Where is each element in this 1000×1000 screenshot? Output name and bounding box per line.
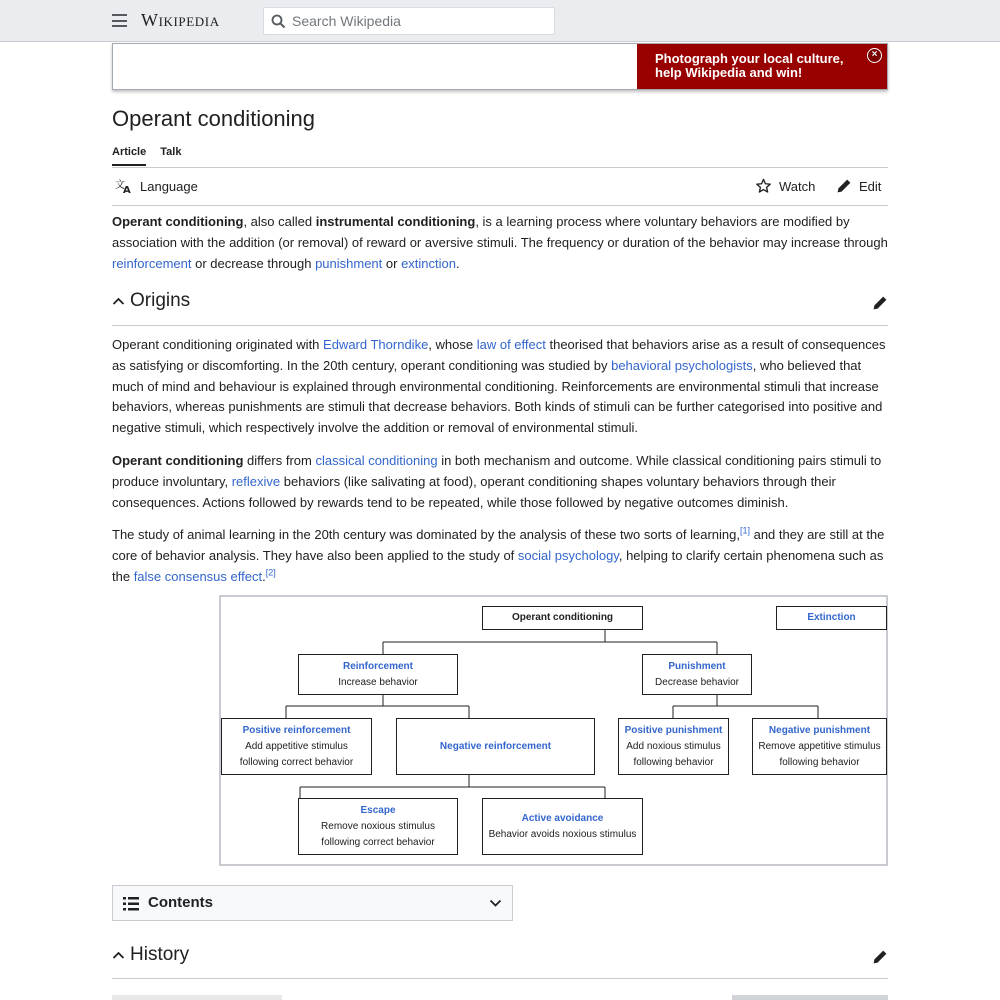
- node-description: Remove noxious stimulus: [321, 820, 435, 832]
- section-heading-origins[interactable]: [112, 290, 190, 312]
- node-title-link[interactable]: Positive punishment: [624, 724, 723, 736]
- text: or: [382, 255, 402, 271]
- origins-paragraph-2: [112, 451, 888, 513]
- link-punishment[interactable]: punishment: [315, 255, 383, 271]
- node-positive-reinforcement: [221, 718, 372, 775]
- section-heading-history[interactable]: [112, 944, 189, 966]
- cut-off-subheading: [112, 995, 282, 1000]
- chevron-up-icon: [112, 950, 125, 960]
- node-positive-punishment: [618, 718, 729, 775]
- node-title-link[interactable]: Positive reinforcement: [242, 724, 351, 736]
- cut-off-image: [732, 995, 888, 1000]
- node-description: Add appetitive stimulus: [245, 740, 348, 752]
- banner-line-2: help Wikipedia and win!: [655, 65, 803, 80]
- text: , whose: [428, 337, 477, 352]
- text: theorised that behaviors arise as a result of consequences as satisfying or discomforting. In the 20th century, operant conditioning was studied by: [112, 337, 886, 373]
- section-divider: [112, 978, 888, 979]
- text: in both mechanism and outcome. While classical conditioning pairs stimuli to produce involuntary,: [112, 453, 882, 489]
- chevron-down-icon: [489, 899, 502, 908]
- bold-term: Operant conditioning: [112, 214, 244, 229]
- search-box[interactable]: [263, 7, 555, 35]
- watch-button[interactable]: [755, 178, 815, 194]
- search-input[interactable]: [290, 11, 550, 31]
- section-title: Origins: [130, 290, 191, 311]
- node-description: following behavior: [779, 756, 860, 768]
- link-edward-thorndike[interactable]: Edward Thorndike: [323, 337, 429, 352]
- banner-promo[interactable]: [637, 44, 887, 89]
- link-classical-conditioning[interactable]: classical conditioning: [315, 453, 438, 468]
- node-description: Add noxious stimulus: [626, 740, 721, 752]
- section-title: History: [130, 944, 190, 965]
- node-description: Increase behavior: [338, 676, 418, 688]
- text: and they are still at the core of behavior analysis. They have also been applied to the study of: [112, 527, 885, 563]
- svg-text:文: 文: [115, 180, 125, 191]
- contents-label: Contents: [148, 894, 213, 911]
- tab-talk[interactable]: Talk: [160, 146, 182, 158]
- edit-section-icon[interactable]: [872, 295, 888, 311]
- link-reinforcement[interactable]: reinforcement: [112, 255, 192, 271]
- node-escape: [298, 798, 458, 855]
- node-description: Decrease behavior: [655, 676, 739, 688]
- edit-button[interactable]: [836, 178, 881, 194]
- node-title-link[interactable]: Escape: [360, 804, 396, 816]
- node-title-link[interactable]: Negative reinforcement: [439, 740, 552, 752]
- node-operant-conditioning: [482, 606, 643, 630]
- node-title-link[interactable]: Extinction: [807, 612, 856, 623]
- node-title-link[interactable]: Reinforcement: [342, 660, 413, 672]
- node-title-link[interactable]: Active avoidance: [521, 812, 604, 824]
- page-title: Operant conditioning: [112, 106, 316, 131]
- node-punishment: [642, 654, 752, 695]
- node-active-avoidance: [482, 798, 643, 855]
- edit-section-icon[interactable]: [872, 949, 888, 965]
- link-reflexive[interactable]: reflexive: [231, 473, 281, 489]
- text: Operant conditioning originated with: [112, 337, 324, 352]
- node-title-link[interactable]: Punishment: [668, 660, 726, 672]
- link-social-psychology[interactable]: social psychology: [517, 547, 619, 563]
- bold-term: Operant conditioning: [112, 453, 244, 468]
- operant-conditioning-diagram: [219, 595, 888, 866]
- node-description: Behavior avoids noxious stimulus: [488, 828, 637, 840]
- language-icon: [115, 178, 133, 194]
- table-of-contents-toggle[interactable]: [112, 885, 513, 921]
- link-law-of-effect[interactable]: law of effect: [476, 337, 546, 352]
- node-extinction[interactable]: [776, 606, 887, 630]
- text: , is a learning process where voluntary behaviors are modified by association with the addition (or removal) of reward or aversive stimuli. The frequency or duration of the behavior may increase through: [112, 214, 888, 250]
- namespace-tabs: [112, 146, 195, 166]
- text: , who believed that much of mind and behaviour is explained through environmental conditioning. Reinforcements are environmental stimuli that increase behaviors, whereas punishments are stimuli that decrease behaviors. Both kinds of stimuli can be further categorised into positive and negative stimuli, which respectively involve the addition or removal of environmental stimuli.: [112, 357, 883, 436]
- node-description: following correct behavior: [321, 836, 435, 848]
- pencil-icon: [836, 178, 852, 194]
- bold-term: instrumental conditioning: [315, 214, 476, 229]
- text: , helping to clarify certain phenomena such as the: [112, 547, 884, 584]
- campaign-banner: [112, 43, 888, 90]
- close-icon[interactable]: ×: [867, 48, 882, 63]
- list-icon: [123, 897, 139, 911]
- text: .: [456, 255, 460, 271]
- intro-paragraph: [112, 212, 888, 274]
- origins-paragraph-3: [112, 525, 888, 587]
- origins-paragraph-1: [112, 335, 888, 439]
- language-button[interactable]: [115, 178, 198, 194]
- text: behaviors (like salivating at food), operant conditioning shapes voluntary behaviors through their consequences. Actions followed by rewards tend to be repeated, while those followed by negative outcomes diminish.: [112, 473, 836, 510]
- node-reinforcement: [298, 654, 458, 695]
- watch-label: Watch: [779, 178, 816, 194]
- node-description: following correct behavior: [239, 756, 354, 768]
- link-false-consensus-effect[interactable]: false consensus effect: [133, 568, 263, 584]
- text: .: [262, 568, 266, 584]
- text: , also called: [243, 214, 316, 229]
- star-icon: [755, 178, 772, 194]
- node-description: following behavior: [633, 756, 714, 768]
- site-header: [0, 0, 1000, 42]
- main-menu-icon[interactable]: [112, 14, 127, 27]
- text: or decrease through: [191, 255, 316, 271]
- text: differs from: [243, 453, 316, 468]
- tab-article[interactable]: Article: [112, 146, 146, 166]
- toolbar-divider: [112, 205, 888, 206]
- wikipedia-wordmark[interactable]: Wikipedia: [141, 10, 220, 30]
- section-divider: [112, 325, 888, 326]
- edit-label: Edit: [859, 178, 882, 194]
- node-negative-punishment: [752, 718, 887, 775]
- reference-1[interactable]: [1]: [739, 525, 750, 536]
- link-extinction[interactable]: extinction: [401, 255, 456, 271]
- tabs-divider: [112, 167, 888, 168]
- link-behavioral-psychologists[interactable]: behavioral psychologists: [611, 357, 753, 373]
- banner-line-1: Photograph your local culture,: [655, 51, 844, 66]
- search-icon: [271, 14, 286, 29]
- language-label: Language: [140, 178, 198, 194]
- node-title: Operant conditioning: [511, 612, 614, 623]
- reference-2[interactable]: [2]: [265, 567, 276, 578]
- node-description: Remove appetitive stimulus: [758, 740, 881, 752]
- chevron-up-icon: [112, 296, 125, 306]
- node-negative-reinforcement: [396, 718, 595, 775]
- node-title-link[interactable]: Negative punishment: [768, 724, 871, 736]
- svg-text:A: A: [123, 185, 131, 194]
- text: The study of animal learning in the 20th century was dominated by the analysis of these two sorts of learning,: [112, 527, 740, 542]
